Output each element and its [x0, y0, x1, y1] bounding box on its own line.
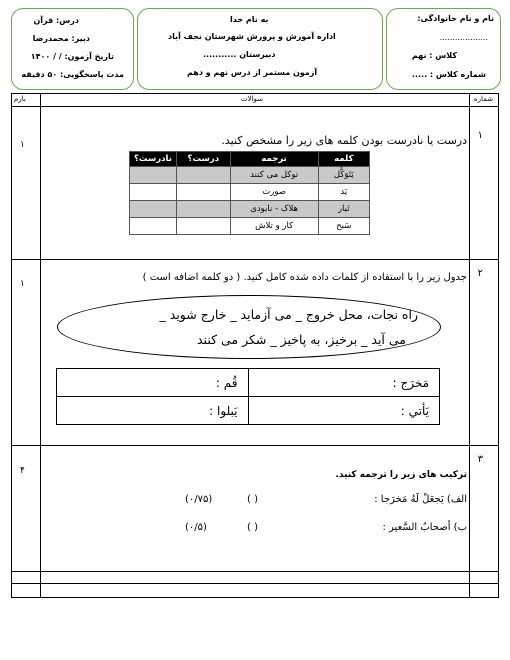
- exam-date-label: تاریخ آزمون: / / ۱۴۰۰: [30, 52, 114, 61]
- q2-cell-makhraj[interactable]: مَخرَج :: [248, 369, 440, 397]
- q3-row-divider: [12, 571, 498, 572]
- table-row: [130, 201, 370, 218]
- q2-prompt: جدول زیر را با استفاده از کلمات داده شده کامل کنید. ( دو کلمه اضافه است ): [142, 272, 467, 283]
- q3-item-b-label: ب) أصحابُ السَّعير :: [382, 522, 467, 533]
- q1-true-false-table: [129, 151, 370, 235]
- q2-number: ۲: [477, 268, 483, 279]
- questions-column-header: سوالات: [241, 95, 264, 103]
- empty-row-divider: [12, 583, 498, 584]
- q1-col-translation: ترجمه: [230, 152, 318, 167]
- q1-number: ۱: [477, 130, 483, 141]
- q1-true-cell[interactable]: [176, 201, 230, 218]
- table-row: [130, 218, 370, 235]
- q2-word-bank-line-1: راه نجات، محل خروج _ می آزماید _ خارج شوید _: [159, 307, 418, 322]
- q2-cell-yati[interactable]: يَأتي :: [248, 397, 440, 425]
- student-name-label: نام و نام خانوادگی:: [417, 14, 494, 23]
- q2-fill-table: [56, 368, 440, 425]
- q1-true-cell[interactable]: [176, 218, 230, 235]
- header-row-divider: [12, 106, 498, 107]
- q2-score: ۱: [20, 279, 25, 289]
- q3-score: ۴: [20, 466, 25, 476]
- q1-word-cell: يَتَوَكَّل: [318, 167, 369, 184]
- q3-item-b-answer[interactable]: ( ): [247, 522, 258, 533]
- q1-translation-cell: صورت: [230, 184, 318, 201]
- class-number-label: شماره کلاس : .....: [411, 70, 486, 79]
- school-name: دبیرستان ...........: [203, 50, 276, 59]
- q1-true-cell[interactable]: [176, 167, 230, 184]
- q1-translation-cell: کار و تلاش: [230, 218, 318, 235]
- exam-title: آزمون مستمر از درس نهم و دهم: [187, 68, 318, 77]
- q1-row-divider: [12, 259, 498, 260]
- q2-word-bank: [57, 295, 441, 359]
- q2-row-divider: [12, 445, 498, 446]
- q1-word-cell: تَبار: [318, 201, 369, 218]
- q1-translation-cell: هلاک - نابودی: [230, 201, 318, 218]
- q1-score: ۱: [20, 140, 25, 150]
- q1-table-header-row: [130, 152, 370, 167]
- q1-false-cell[interactable]: [130, 201, 177, 218]
- table-row: [57, 369, 440, 397]
- q1-translation-cell: توکل می کنند: [230, 167, 318, 184]
- q1-false-cell[interactable]: [130, 167, 177, 184]
- q2-word-bank-line-2: می آید _ برخیز، به پاخیز _ شکر می کنند: [196, 332, 406, 347]
- q3-item-b-points: (۰/۵): [185, 522, 207, 533]
- q2-cell-yablu[interactable]: يَبلوا :: [57, 397, 249, 425]
- q1-col-word: کلمه: [318, 152, 369, 167]
- q1-false-cell[interactable]: [130, 184, 177, 201]
- q1-prompt: درست یا نادرست بودن کلمه های زیر را مشخص کنید.: [221, 134, 467, 147]
- q3-prompt: ترکیب های زیر را ترجمه کنید.: [335, 470, 467, 480]
- q1-col-true: درست؟: [176, 152, 230, 167]
- q3-item-a-answer[interactable]: ( ): [247, 494, 258, 505]
- table-row: [130, 167, 370, 184]
- student-name-dots: ...................: [439, 33, 488, 42]
- q1-col-false: نادرست؟: [130, 152, 177, 167]
- q1-word-cell: يَد: [318, 184, 369, 201]
- score-column-header: بارم: [14, 95, 26, 103]
- table-row: [130, 184, 370, 201]
- table-row: [57, 397, 440, 425]
- subject-label: درس: قرآن: [33, 16, 79, 25]
- org-name: اداره آموزش و پرورش شهرستان نجف آباد: [168, 32, 336, 41]
- score-column-divider: [40, 94, 41, 597]
- q3-item-a-label: الف) يَجعَلْ لَهُ مَخرَجا :: [374, 494, 467, 505]
- duration-label: مدت پاسخگویی: ۵۰ دقیقه: [21, 70, 124, 79]
- q3-item-a-points: (۰/۷۵): [185, 494, 213, 505]
- number-column-divider: [469, 94, 470, 597]
- teacher-label: دبیر: محمدرضا: [32, 34, 90, 43]
- q2-cell-qum[interactable]: قُم :: [57, 369, 249, 397]
- q1-false-cell[interactable]: [130, 218, 177, 235]
- q1-word-cell: سَبح: [318, 218, 369, 235]
- number-column-header: شماره: [473, 95, 493, 103]
- class-label: کلاس : نهم: [411, 51, 457, 60]
- basmala: به نام خدا: [230, 15, 269, 24]
- q1-true-cell[interactable]: [176, 184, 230, 201]
- q3-number: ۳: [477, 454, 483, 465]
